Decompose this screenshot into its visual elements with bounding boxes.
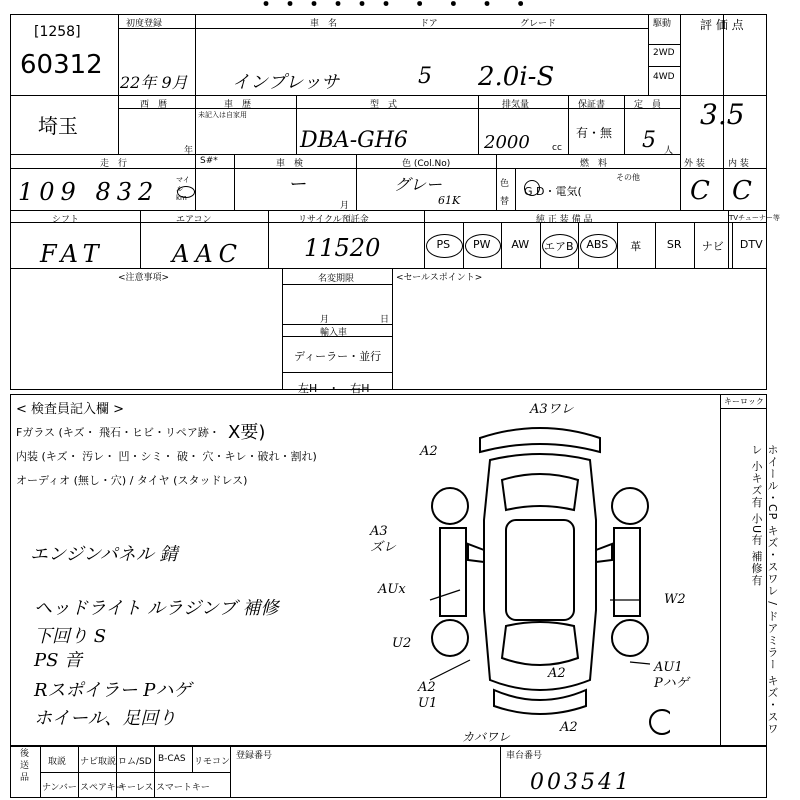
color-value: グレー xyxy=(394,175,443,194)
drive-2wd: 2WD xyxy=(653,48,675,58)
name-change-day: 日 xyxy=(380,315,390,325)
aircon-label: エアコン xyxy=(176,215,212,225)
recycle-label: リサイクル預託金 xyxy=(298,215,369,225)
door-value: 5 xyxy=(418,64,432,89)
car-name-label: 車 名 xyxy=(310,19,338,29)
equip-item-3: エアB xyxy=(543,240,574,253)
s-hash-label: S#* xyxy=(200,156,218,166)
model-value: DBA-GH6 xyxy=(300,128,408,153)
equip-circle-mark xyxy=(426,234,463,258)
capacity-value: 5 xyxy=(642,128,656,153)
footer-remote: リモコン xyxy=(194,757,231,767)
grade-value: 2.0i-S xyxy=(478,62,555,92)
score-label: 評 価 点 xyxy=(700,18,744,32)
footer-number: ナンバー xyxy=(42,783,77,793)
car-name-value: インプレッサ xyxy=(232,72,340,93)
footer-smartkey: スマートキー xyxy=(156,783,210,793)
aircon-value: AAC xyxy=(172,240,244,268)
inspector-line-interior: 内装 (キズ・ 汚レ・ 凹・シミ・ 破・ 穴・キレ・破れ・割れ) xyxy=(16,450,317,463)
key-lock-label: キーロック xyxy=(724,397,764,406)
recycle-value: 11520 xyxy=(304,234,381,262)
mileage-label: 走 行 xyxy=(100,159,128,169)
equip-divider xyxy=(463,222,464,268)
note-underbody: 下回り S xyxy=(34,626,107,647)
equip-divider xyxy=(617,222,618,268)
displacement-label: 排気量 xyxy=(502,100,530,110)
import-car-label: 輸入車 xyxy=(320,328,348,338)
mark-u2: U2 xyxy=(392,636,412,651)
equip-divider xyxy=(578,222,579,268)
first-reg-value: 22年 9月 xyxy=(120,73,188,92)
warranty-options: 有・無 xyxy=(576,126,613,140)
mark-a2-topleft: A2 xyxy=(420,444,438,459)
lot-number: 60312 xyxy=(20,50,103,80)
equipment-label: 純 正 装 備 品 xyxy=(536,215,593,225)
fuel-g-circle-mark xyxy=(524,180,540,196)
car-diagram xyxy=(410,410,670,740)
equip-circle-mark xyxy=(465,234,502,258)
km-circle-mark xyxy=(177,186,195,198)
door-label: ドア xyxy=(420,19,438,29)
model-label: 型 式 xyxy=(370,100,398,110)
footer-keyless: キーレス xyxy=(118,783,154,793)
month-suffix: 月 xyxy=(340,201,350,211)
year-suffix: 年 xyxy=(184,146,194,156)
first-reg-label: 初度登録 xyxy=(126,19,163,29)
equip-item-5: 革 xyxy=(630,240,642,253)
inspection-value: ー xyxy=(288,174,306,195)
fuel-label: 燃 料 xyxy=(580,159,608,169)
nishi-label: 西 暦 xyxy=(140,100,168,110)
footer-manual: 取説 xyxy=(48,757,67,767)
sheet-title: ・・・・・・ ・ ・ ・ ・ xyxy=(255,0,534,18)
footer-rom: ロム/SD xyxy=(118,757,152,767)
fuel-other: その他 xyxy=(616,173,640,182)
note-headlight: ヘッドライト ルラジンブ 補修 xyxy=(34,598,279,619)
footer-reg-no: 登録番号 xyxy=(236,751,273,761)
mark-au-right: AU1 Pハゲ xyxy=(654,660,689,691)
cc-label: cc xyxy=(552,143,562,153)
equip-item-7: ナビ xyxy=(701,240,724,253)
chassis-number: 003541 xyxy=(530,770,632,795)
footer-chassis-label: 車台番号 xyxy=(506,751,543,761)
dealer-parallel: ディーラー・並行 xyxy=(294,350,382,363)
note-engine-panel: エンジンパネル 錆 xyxy=(30,544,178,565)
interior-label: 内 装 xyxy=(728,159,749,169)
exterior-value: C xyxy=(690,176,710,206)
equip-divider xyxy=(694,222,695,268)
note-wheel: ホイール、足回り xyxy=(34,708,177,729)
mark-kaba: カバワレ xyxy=(462,730,511,744)
equip-item-1: PW xyxy=(472,238,491,251)
equip-item-4: ABS xyxy=(586,238,609,251)
displacement-value: 2000 xyxy=(484,132,530,153)
note-spoiler: Rスポイラー Pハゲ xyxy=(34,680,192,701)
equip-item-2: AW xyxy=(511,238,530,251)
mark-a3-left: A3 ズレ xyxy=(370,524,397,555)
color-number: 61K xyxy=(438,194,461,207)
lot-bracket: [1258] xyxy=(34,24,81,40)
equip-item-6: SR xyxy=(666,238,682,251)
mile-km-label: マイル km xyxy=(176,176,190,202)
capacity-label: 定 員 xyxy=(634,100,662,110)
mileage-value: 109 832 xyxy=(18,178,160,206)
equip-item-8: DTV xyxy=(739,238,763,251)
footer-navi: ナビ取説 xyxy=(80,757,117,767)
grade-label: グレード xyxy=(520,19,557,29)
footer-spare: スペアキー xyxy=(80,783,125,793)
equip-item-0: PS xyxy=(436,238,451,251)
inspector-heading: < 検査員記入欄 > xyxy=(16,402,125,417)
name-change-label: 名変期限 xyxy=(318,274,355,284)
drive-4wd: 4WD xyxy=(653,72,675,82)
history-label: 車 歴 xyxy=(224,100,252,110)
drive-label: 駆動 xyxy=(653,19,672,29)
name-change-month: 月 xyxy=(320,315,330,325)
mark-a3-top: A3ワレ xyxy=(530,402,574,417)
equip-circle-mark xyxy=(580,234,617,258)
equip-divider xyxy=(655,222,656,268)
exterior-label: 外 装 xyxy=(684,159,705,169)
persons-suffix: 人 xyxy=(664,146,674,156)
equip-circle-mark xyxy=(542,234,579,258)
mark-a2-bottom: A2 xyxy=(560,720,578,735)
glass-mark: X要) xyxy=(228,422,266,443)
shift-value: FAT xyxy=(40,240,105,268)
equip-divider xyxy=(540,222,541,268)
sales-point-label: <セールスポイント> xyxy=(396,273,483,283)
handle-side: 左H ・ 右H xyxy=(298,382,370,395)
warranty-label: 保証書 xyxy=(578,100,606,110)
fuel-options: G D・電気( xyxy=(524,185,582,198)
right-vertical-note: ホイール・CP キズ・スワレ / ドアミラー キズ・スワレ 小キズ有 小U有 補修有 xyxy=(750,444,779,736)
color-label: 色 (Col.No) xyxy=(402,159,451,169)
equip-divider xyxy=(501,222,502,268)
history-note: 未記入は自家用 xyxy=(198,111,247,119)
score-value: 3.5 xyxy=(700,98,745,131)
equip-divider xyxy=(732,222,733,268)
fuel-col-label: 色 xyxy=(500,179,510,189)
inspector-line-glass: Fガラス (キズ・ 飛石・ヒビ・リペア跡・ xyxy=(16,426,220,439)
mark-au-left: AUx xyxy=(378,582,406,597)
region: 埼玉 xyxy=(38,114,78,138)
inspector-line-audio: オーディオ (無し・穴) / タイヤ (スタッドレス) xyxy=(16,474,248,487)
mark-w2: W2 xyxy=(664,592,686,607)
shift-label: シフト xyxy=(52,215,80,225)
fuel-change-label: 替 xyxy=(500,197,510,207)
interior-value: C xyxy=(732,176,752,206)
caution-label: <注意事項> xyxy=(118,273,170,283)
mark-a2-lower: A2 U1 xyxy=(418,680,438,711)
note-ps-noise: PS 音 xyxy=(34,650,83,671)
mark-a2-center: A2 xyxy=(548,666,566,681)
inspection-label: 車 検 xyxy=(276,159,304,169)
footer-bcas: B-CAS xyxy=(158,754,186,764)
tuner-label: TVチューナー等 xyxy=(729,214,780,222)
footer-col0: 後 送 品 xyxy=(20,749,30,783)
